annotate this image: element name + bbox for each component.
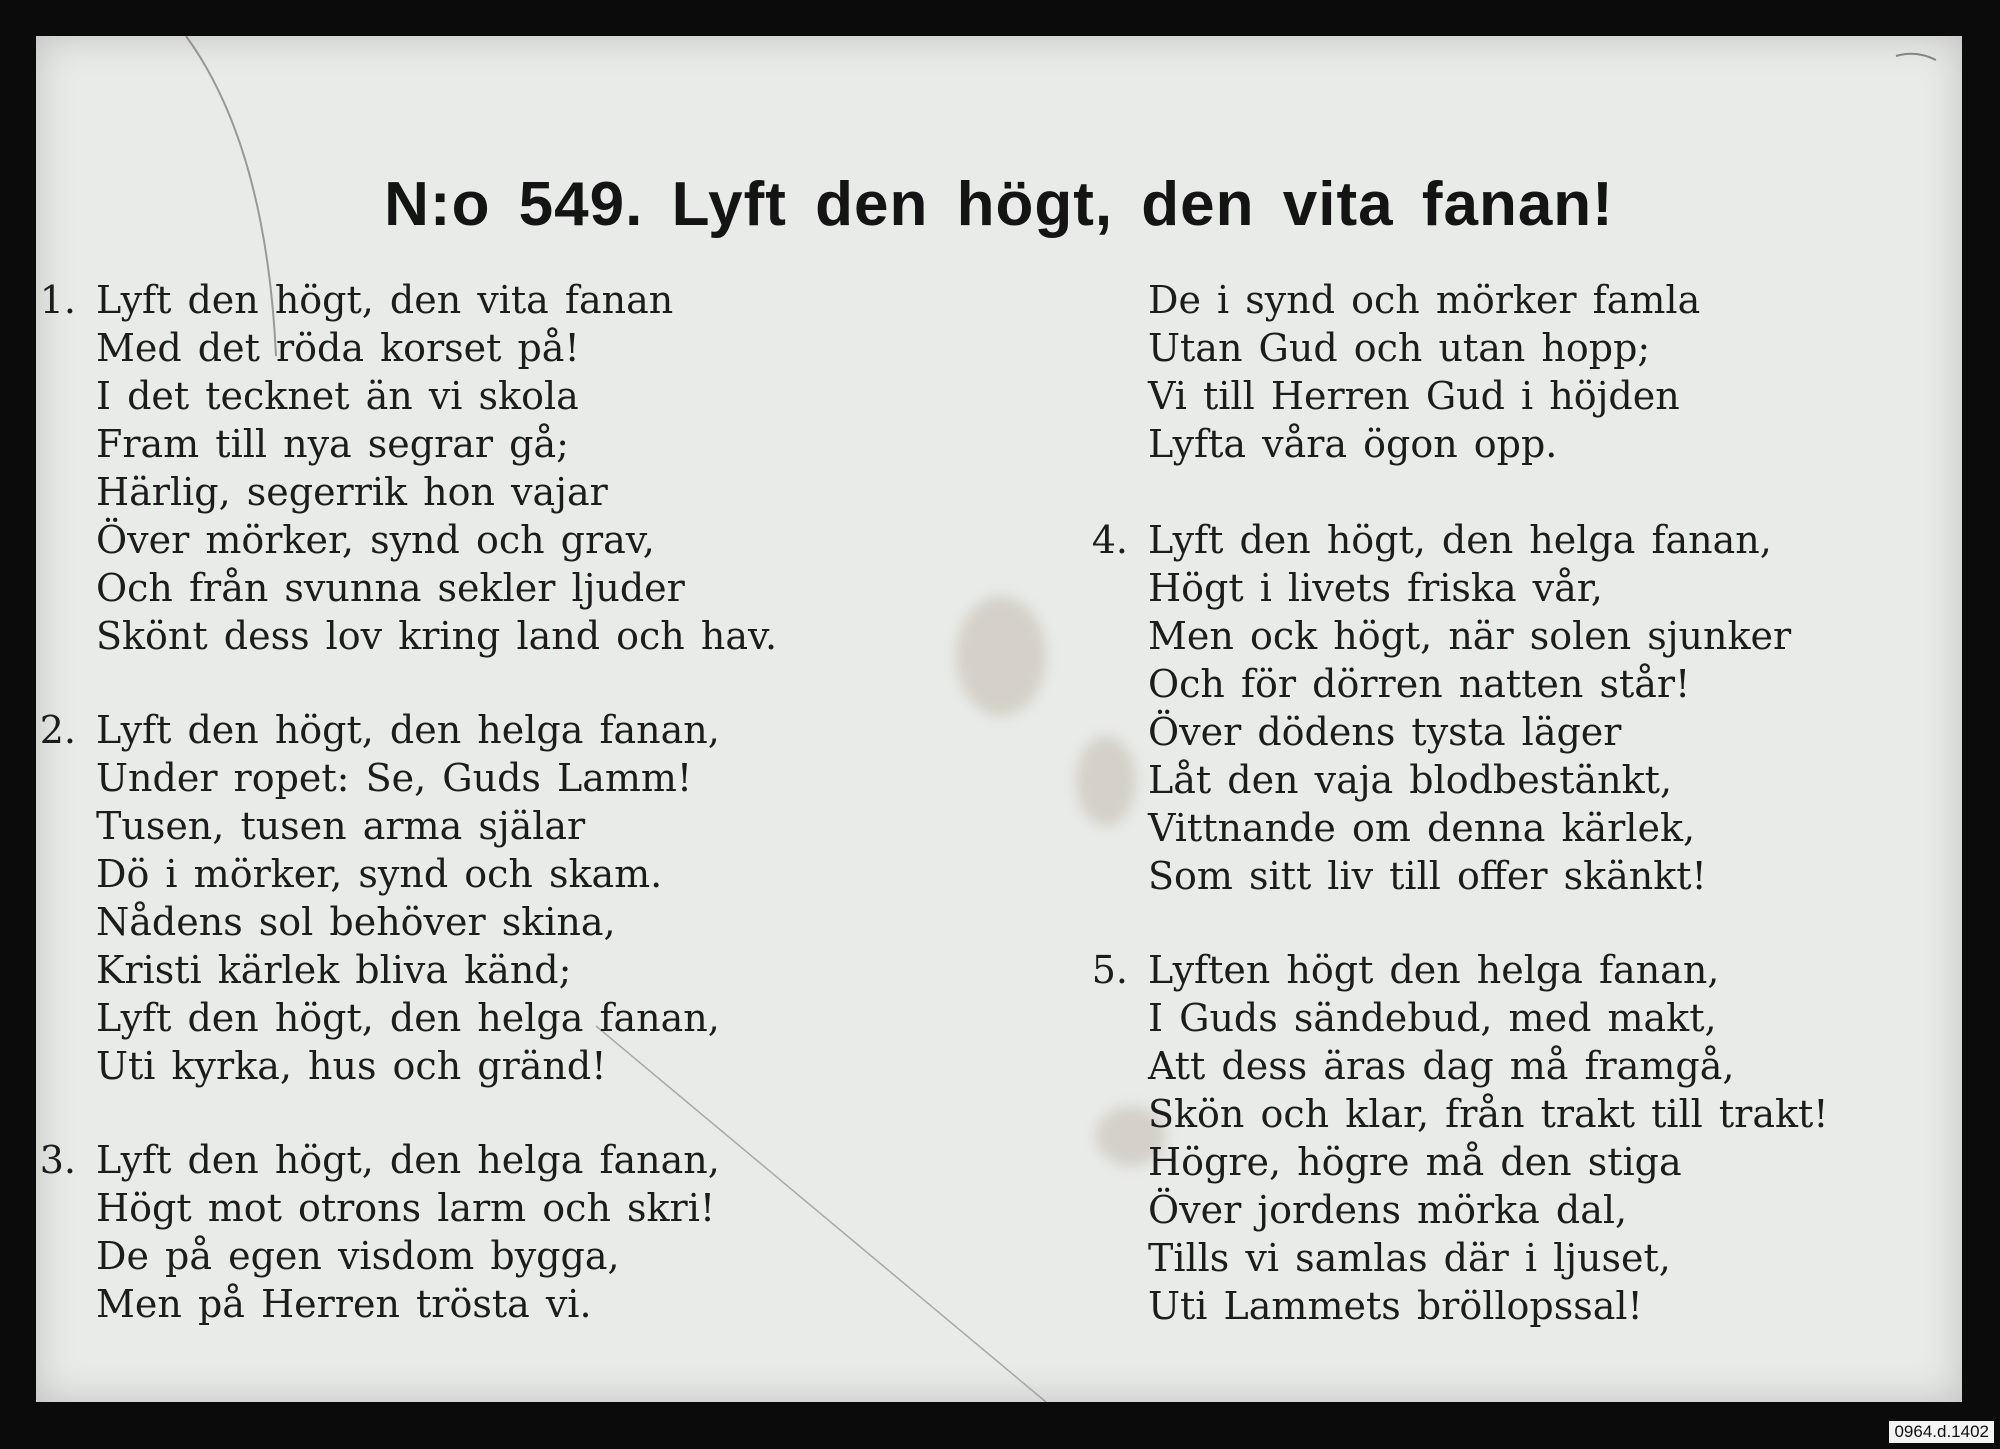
verse-line: I Guds sändebud, med makt, bbox=[1148, 996, 1717, 1040]
verse-line: Kristi kärlek bliva känd; bbox=[96, 948, 572, 992]
verse-line: Som sitt liv till offer skänkt! bbox=[1148, 854, 1707, 898]
stanza-number: 2. bbox=[39, 708, 76, 752]
verse-line: Härlig, segerrik hon vajar bbox=[96, 470, 608, 514]
verse-line: Vittnande om denna kärlek, bbox=[1148, 806, 1696, 850]
verse-line: Att dess äras dag må framgå, bbox=[1148, 1044, 1735, 1088]
verse-line: De på egen visdom bygga, bbox=[96, 1234, 620, 1278]
verse-line: Nådens sol behöver skina, bbox=[96, 900, 616, 944]
stanza-number: 5. bbox=[1091, 948, 1128, 992]
verse-line: Över mörker, synd och grav, bbox=[96, 518, 655, 562]
verse-line: Utan Gud och utan hopp; bbox=[1148, 326, 1651, 370]
verse-line: Lyften högt den helga fanan, bbox=[1148, 948, 1720, 992]
verse-line: De i synd och mörker famla bbox=[1148, 278, 1701, 322]
verse-line: Och från svunna sekler ljuder bbox=[96, 566, 685, 610]
verse-line: Lyfta våra ögon opp. bbox=[1148, 422, 1558, 466]
stanza-number: 4. bbox=[1091, 518, 1128, 562]
verse-line: Högt i livets friska vår, bbox=[1148, 566, 1603, 610]
verse-line: Dö i mörker, synd och skam. bbox=[96, 852, 663, 896]
verse-line: Uti Lammets bröllopssal! bbox=[1148, 1284, 1643, 1328]
verse-line: Tusen, tusen arma själar bbox=[96, 804, 586, 848]
verse-line: Men ock högt, när solen sjunker bbox=[1148, 614, 1792, 658]
verse-line: Över dödens tysta läger bbox=[1148, 710, 1622, 754]
verse-line: Men på Herren trösta vi. bbox=[96, 1282, 592, 1326]
verse-line: Under ropet: Se, Guds Lamm! bbox=[96, 756, 693, 800]
verse-line: Uti kyrka, hus och gränd! bbox=[96, 1044, 607, 1088]
stanza-number: 3. bbox=[39, 1138, 76, 1182]
verse-line: Lyft den högt, den helga fanan, bbox=[96, 1138, 720, 1182]
verse-line: Tills vi samlas där i ljuset, bbox=[1148, 1236, 1671, 1280]
verse-line: Med det röda korset på! bbox=[96, 326, 580, 370]
verse-line: Skönt dess lov kring land och hav. bbox=[96, 614, 778, 658]
verse-line: Högt mot otrons larm och skri! bbox=[96, 1186, 716, 1230]
verse-line: Högre, högre må den stiga bbox=[1148, 1140, 1682, 1184]
verse-line: Skön och klar, från trakt till trakt! bbox=[1148, 1092, 1829, 1136]
verse-line: Över jordens mörka dal, bbox=[1148, 1188, 1628, 1232]
verse-line: Vi till Herren Gud i höjden bbox=[1148, 374, 1680, 418]
hymn-title: N:o 549. Lyft den högt, den vita fanan! bbox=[384, 170, 1614, 239]
lantern-slide bbox=[36, 36, 1962, 1402]
verse-line: Låt den vaja blodbestänkt, bbox=[1148, 758, 1673, 802]
verse-line: Lyft den högt, den helga fanan, bbox=[96, 996, 720, 1040]
verse-line: Lyft den högt, den helga fanan, bbox=[1148, 518, 1772, 562]
verse-line: Lyft den högt, den helga fanan, bbox=[96, 708, 720, 752]
verse-line: Och för dörren natten står! bbox=[1148, 662, 1691, 706]
verse-line: Fram till nya segrar gå; bbox=[96, 422, 569, 466]
verse-line: I det tecknet än vi skola bbox=[96, 374, 579, 418]
catalog-number: 0964.d.1402 bbox=[1889, 1421, 1994, 1443]
verse-line: Lyft den högt, den vita fanan bbox=[96, 278, 674, 322]
stanza-number: 1. bbox=[39, 278, 76, 322]
